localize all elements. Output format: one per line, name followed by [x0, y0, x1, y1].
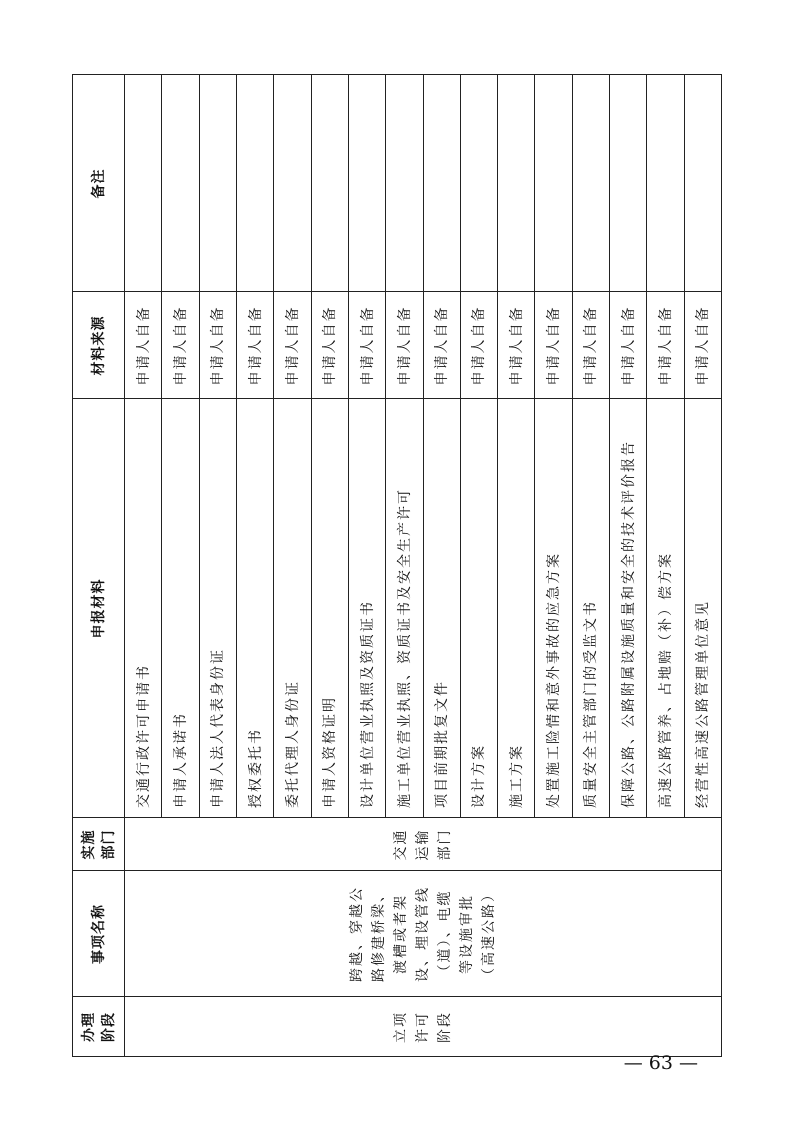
header-source: 材料来源 [91, 315, 107, 376]
row-divider [311, 75, 312, 818]
source-cell: 申请人自备 [434, 305, 451, 386]
row-divider [236, 75, 237, 818]
material-cell: 申请人法人代表身份证 [210, 648, 227, 808]
row-divider [684, 75, 685, 818]
source-cell: 申请人自备 [172, 305, 189, 386]
material-cell: 质量安全主管部门的受监文书 [583, 600, 600, 808]
source-cell: 申请人自备 [322, 305, 339, 386]
row-divider [534, 75, 535, 818]
row-divider [72, 75, 73, 1057]
source-cell: 申请人自备 [546, 305, 563, 386]
row-divider [199, 75, 200, 818]
material-cell: 设计单位营业执照及资质证书 [359, 600, 376, 808]
material-cell: 授权委托书 [247, 728, 264, 808]
material-cell: 保障公路、公路附属设施质量和安全的技术评价报告 [620, 440, 637, 808]
row-divider [423, 75, 424, 818]
material-cell: 项目前期批复文件 [434, 680, 451, 808]
source-cell: 申请人自备 [620, 305, 637, 386]
row-divider [348, 75, 349, 818]
material-cell: 设计方案 [471, 744, 488, 808]
source-cell: 申请人自备 [359, 305, 376, 386]
row-divider [273, 75, 274, 818]
row-divider [385, 75, 386, 818]
column-divider [72, 870, 721, 871]
source-cell: 申请人自备 [508, 305, 525, 386]
column-divider [72, 291, 721, 292]
source-cell: 申请人自备 [695, 305, 712, 386]
item-name-cell: 跨越、穿越公 路修建桥梁、 渡槽或者架 设、埋设管线 （道）、电缆 等设施审批 （高速公路） [348, 886, 497, 982]
dept-cell: 交通 运输 部门 [392, 828, 453, 861]
column-divider [72, 398, 721, 399]
source-cell: 申请人自备 [247, 305, 264, 386]
material-cell: 申请人承诺书 [172, 712, 189, 808]
material-cell: 高速公路管养、占地赔（补）偿方案 [658, 552, 675, 808]
header-stage: 办理 阶段 [81, 1012, 117, 1042]
stage-cell: 立项 许可 阶段 [392, 1011, 453, 1043]
row-divider [460, 75, 461, 818]
row-divider [646, 75, 647, 818]
source-cell: 申请人自备 [210, 305, 227, 386]
source-cell: 申请人自备 [471, 305, 488, 386]
row-divider [161, 75, 162, 818]
column-divider [72, 817, 721, 818]
header-material: 申报材料 [91, 578, 107, 639]
header-note: 备注 [91, 168, 107, 199]
header-item: 事项名称 [91, 904, 107, 964]
column-divider [72, 996, 721, 997]
material-cell: 处置施工险情和意外事故的应急方案 [546, 552, 563, 808]
source-cell: 申请人自备 [396, 305, 413, 386]
material-cell: 施工方案 [508, 744, 525, 808]
source-cell: 申请人自备 [135, 305, 152, 386]
material-cell: 施工单位营业执照、资质证书及安全生产许可 [396, 488, 413, 808]
row-divider [721, 75, 722, 1057]
column-divider [72, 74, 722, 75]
row-divider [609, 75, 610, 818]
material-cell: 经营性高速公路管理单位意见 [695, 600, 712, 808]
source-cell: 申请人自备 [583, 305, 600, 386]
source-cell: 申请人自备 [284, 305, 301, 386]
material-cell: 委托代理人身份证 [284, 680, 301, 808]
material-cell: 申请人资格证明 [322, 696, 339, 808]
row-divider [572, 75, 573, 818]
row-divider [497, 75, 498, 818]
page-number: — 63 — [623, 1052, 698, 1074]
header-dept: 实施 部门 [81, 829, 117, 860]
material-cell: 交通行政许可申请书 [135, 664, 152, 808]
source-cell: 申请人自备 [658, 305, 675, 386]
row-divider [124, 75, 125, 1057]
